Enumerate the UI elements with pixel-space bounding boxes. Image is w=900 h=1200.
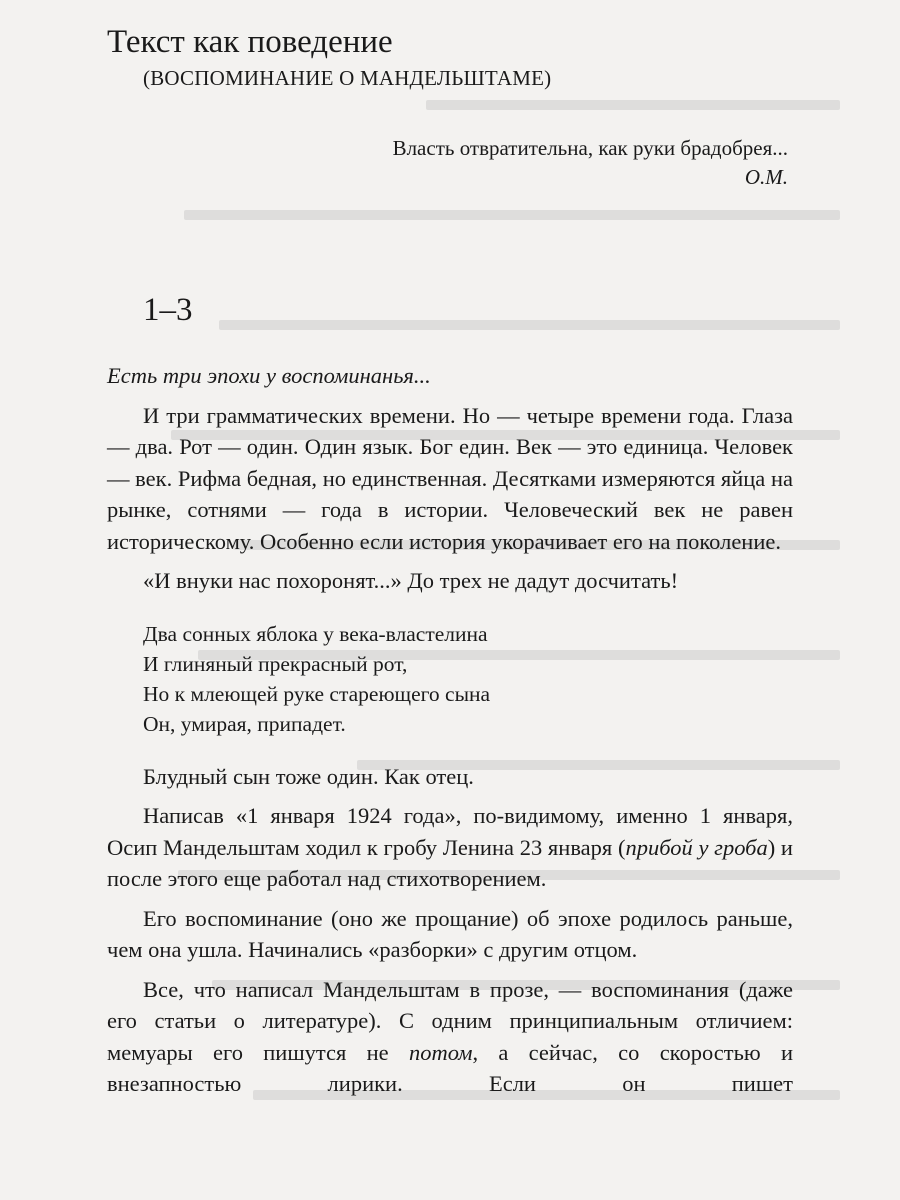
chapter-subtitle: (ВОСПОМИНАНИЕ О МАНДЕЛЬШТАМЕ) <box>143 66 552 90</box>
chapter-title: Текст как поведение <box>107 24 393 60</box>
paragraph-4-text-b: ) и после этого еще работал над стихотворением. <box>107 834 793 891</box>
paragraph-3: Блудный сын тоже один. Как отец. <box>143 763 474 789</box>
paragraph-4 <box>107 800 793 895</box>
epigraph-author: О.М. <box>744 165 788 189</box>
paragraph-6-text-a: Все, что написал Мандельштам в прозе, — воспоминания (даже его статьи о литературе). С одним принципиальным отличием: мемуары его пишутся не <box>107 976 793 1065</box>
paragraph-2: «И внуки нас похоронят...» До трех не дадут досчитать! <box>143 568 679 593</box>
epigraph <box>393 134 788 192</box>
lead-line: Есть три эпохи у воспоминанья... <box>107 363 431 388</box>
paragraph-1: И три грамматических времени. Но — четыре времени года. Глаза — два. Рот — один. Один язык. Бог един. Век — это единица. Человек — век. Рифма бедная, но единственная. Десятками измеряются яйца на рынке, сотнями — года в истории. Человеческий век не равен историческому. Особенно если история укорачивает его на поколение. <box>107 402 793 554</box>
paragraph-6 <box>107 974 793 1100</box>
section-number: 1–3 <box>143 292 193 328</box>
body-text <box>107 360 793 1100</box>
epigraph-text: Власть отвратительна, как руки брадобрея... <box>392 136 788 160</box>
paragraph-5: Его воспоминание (оно же прощание) об эпохе родилось раньше, чем она ушла. Начинались «разборки» с другим отцом. <box>107 905 793 962</box>
paragraph-4-text-a: Написав «1 января 1924 года», по-видимому, именно 1 января, Осип Мандельштам ходил к гробу Ленина 23 января ( <box>107 803 793 860</box>
paragraph-6-text-b: , а сейчас, со скоростью и внезапностью лирики. Если он пишет <box>107 1039 793 1096</box>
paragraph-4-emphasis: прибой у гроба <box>625 834 768 860</box>
paragraph-6-emphasis: потом <box>408 1039 473 1065</box>
verse-line: Но к млеющей руке стареющего сына <box>143 681 491 706</box>
verse-line: И глиняный прекрасный рот, <box>143 651 408 676</box>
verse-line: Он, умирая, припадет. <box>143 711 346 736</box>
verse-quote <box>143 619 793 739</box>
verse-line: Два сонных яблока у века-властелина <box>143 621 488 646</box>
